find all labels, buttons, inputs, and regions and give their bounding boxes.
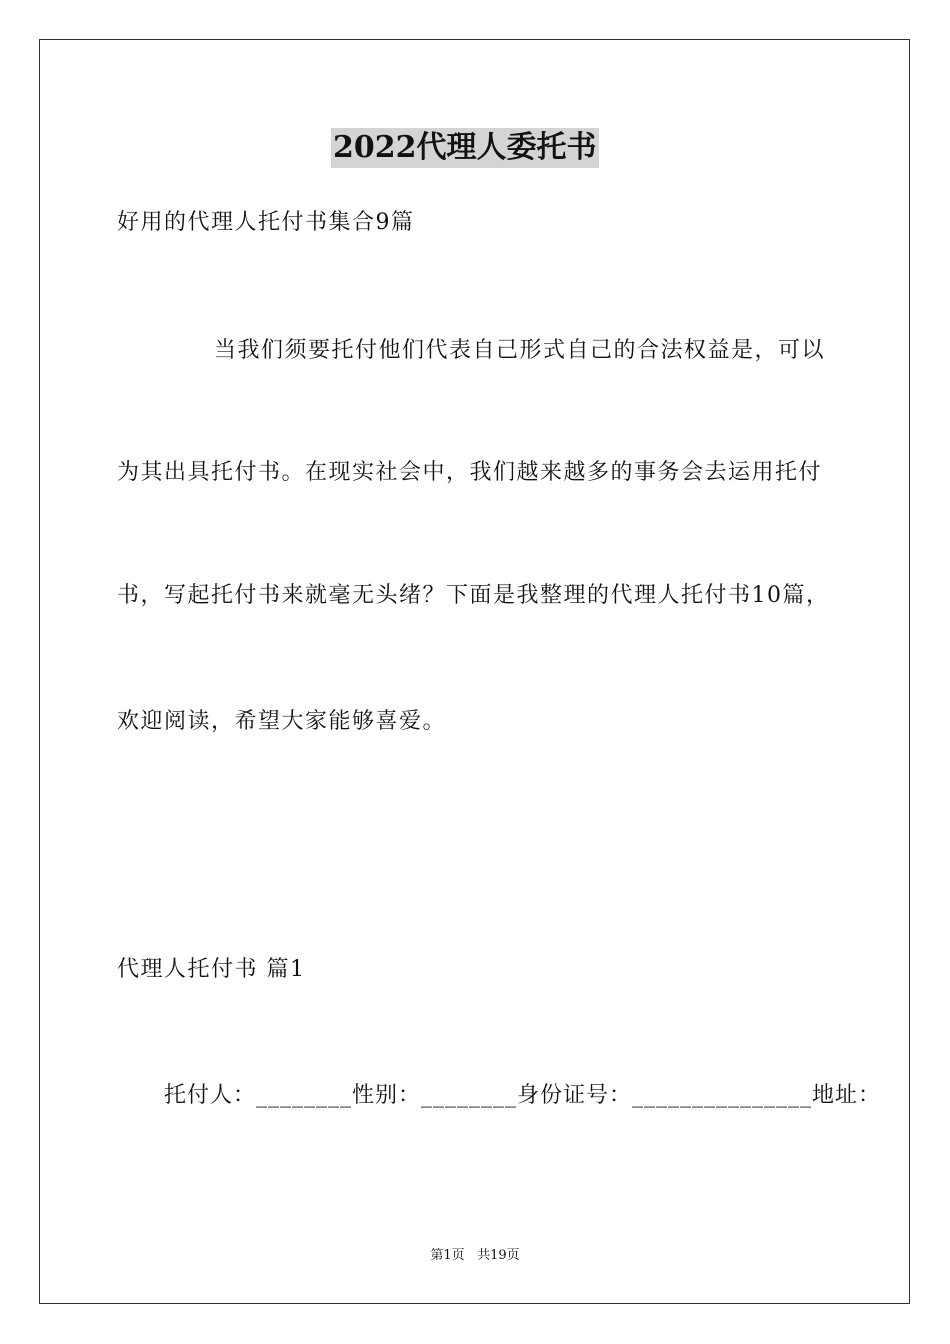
intro-line-1: 当我们须要托付他们代表自己形式自己的合法权益是，可以 <box>214 338 826 363</box>
intro-line-3: 书，写起托付书来就毫无头绪？下面是我整理的代理人托付书10篇， <box>117 583 830 608</box>
document-title: 2022代理人委托书 <box>331 128 599 168</box>
page-number: 第1页 <box>430 1248 465 1263</box>
page-total: 共19页 <box>477 1248 520 1263</box>
page-footer <box>0 1247 950 1265</box>
section-heading: 代理人托付书 篇1 <box>117 957 306 982</box>
form-line: 托付人：________性别：________身份证号：_______________地址： <box>164 1083 882 1108</box>
intro-line-4: 欢迎阅读，希望大家能够喜爱。 <box>117 709 447 734</box>
intro-line-2: 为其出具托付书。在现实社会中，我们越来越多的事务会去运用托付 <box>117 460 823 485</box>
document-subtitle: 好用的代理人托付书集合9篇 <box>117 210 415 235</box>
